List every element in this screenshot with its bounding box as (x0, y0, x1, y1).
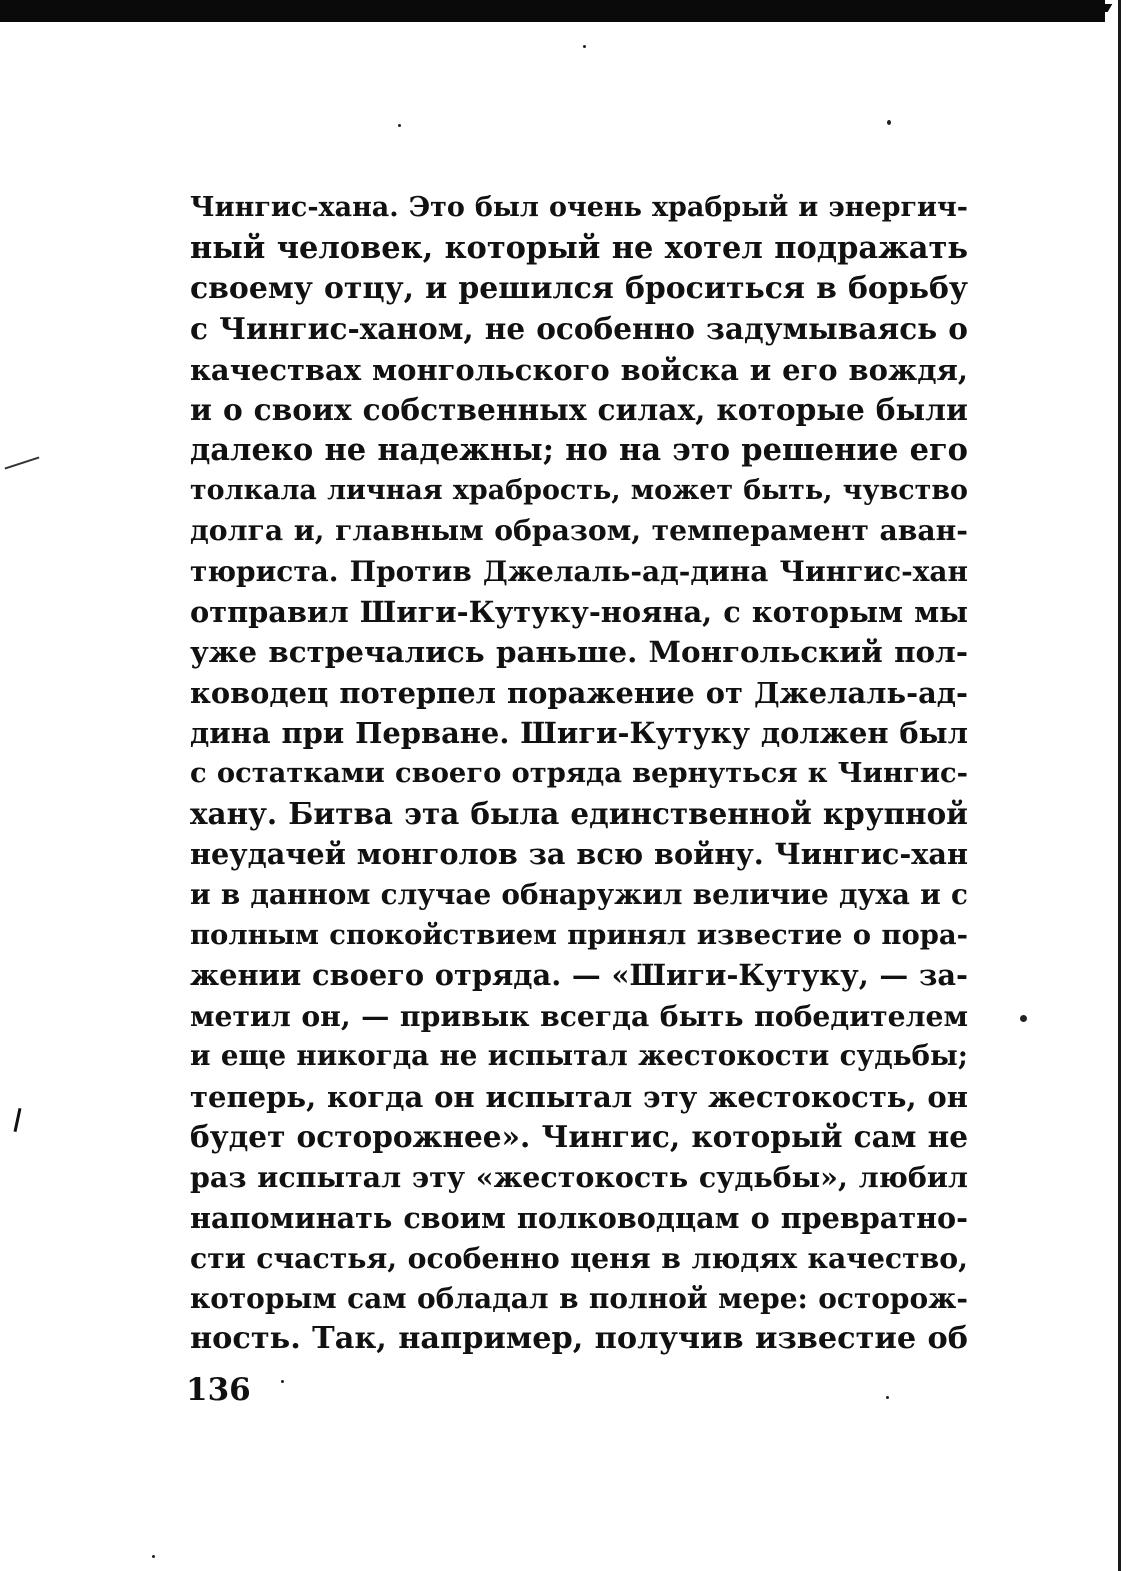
text-line: тюриста. Против Джелаль-ад-дина Чингис-хан (190, 554, 968, 588)
text-line: ководец потерпел поражение от Джелаль-ад- (190, 675, 968, 710)
text-line: своему отцу, и решился броситься в борьбу (190, 270, 968, 306)
scan-speck (1020, 1015, 1027, 1022)
text-line: ный человек, который не хотел подражать (190, 230, 968, 267)
scan-speck (152, 1555, 155, 1558)
text-line: с остатками своего отряда вернуться к Чингис- (190, 757, 968, 790)
text-line: раз испытал эту «жестокость судьбы», любил (190, 1160, 968, 1195)
text-line: неудачей монголов за всю войну. Чингис-хан (190, 837, 968, 872)
text-line: отправил Шиги-Кутуку-нояна, с которым мы (190, 594, 968, 629)
scan-speck (281, 1380, 284, 1383)
scan-speck (887, 120, 891, 125)
text-line: и еще никогда не испытал жестокости судьбы; (190, 1039, 968, 1073)
text-line: толкала личная храбрость, может быть, чувство (190, 474, 968, 506)
text-line: далеко не надежны; но на это решение его (190, 432, 968, 469)
text-line: будет осторожнее». Чингис, который сам не (190, 1118, 968, 1154)
text-line: напоминать своим полководцам о превратно- (190, 1200, 968, 1235)
text-line: теперь, когда он испытал эту жестокость, он (190, 1079, 968, 1114)
text-line: полным спокойствием принял известие о пора- (190, 919, 968, 952)
scan-speck (398, 124, 401, 127)
scan-right-edge (1118, 0, 1121, 1571)
scan-top-border-tail (1048, 4, 1113, 12)
text-line: дина при Перване. Шиги-Кутуку должен был (190, 716, 968, 751)
text-line: сти счастья, особенно ценя в людях качество, (190, 1241, 968, 1276)
text-line: жении своего отряда. — «Шиги-Кутуку, — за- (190, 958, 968, 993)
text-line: и о своих собственных силах, которые были (190, 391, 968, 427)
text-line: долга и, главным образом, темперамент аван- (190, 514, 968, 548)
text-line: ность. Так, например, получив известие об (190, 1320, 968, 1356)
body-text (190, 188, 968, 1359)
scan-speck (886, 1396, 889, 1399)
text-line: качествах монгольского войска и его вождя, (190, 352, 968, 387)
text-line: с Чингис-ханом, не особенно задумываясь о (190, 311, 968, 347)
page-number: 136 (186, 1372, 251, 1408)
text-line: метил он, — привык всегда быть победителем (190, 998, 968, 1033)
scan-speck (583, 45, 586, 48)
text-line: уже встречались раньше. Монгольский пол- (190, 634, 968, 670)
text-line: и в данном случае обнаружил величие духа и с (190, 877, 968, 911)
scan-mark (5, 456, 40, 469)
text-line: которым сам обладал в полной мере: осторож- (190, 1281, 968, 1315)
text-line: хану. Битва эта была единственной крупной (190, 795, 968, 831)
scan-tick (14, 1108, 22, 1132)
text-line: Чингис-хана. Это был очень храбрый и энергич- (190, 192, 968, 223)
scan-top-border (0, 0, 1105, 22)
